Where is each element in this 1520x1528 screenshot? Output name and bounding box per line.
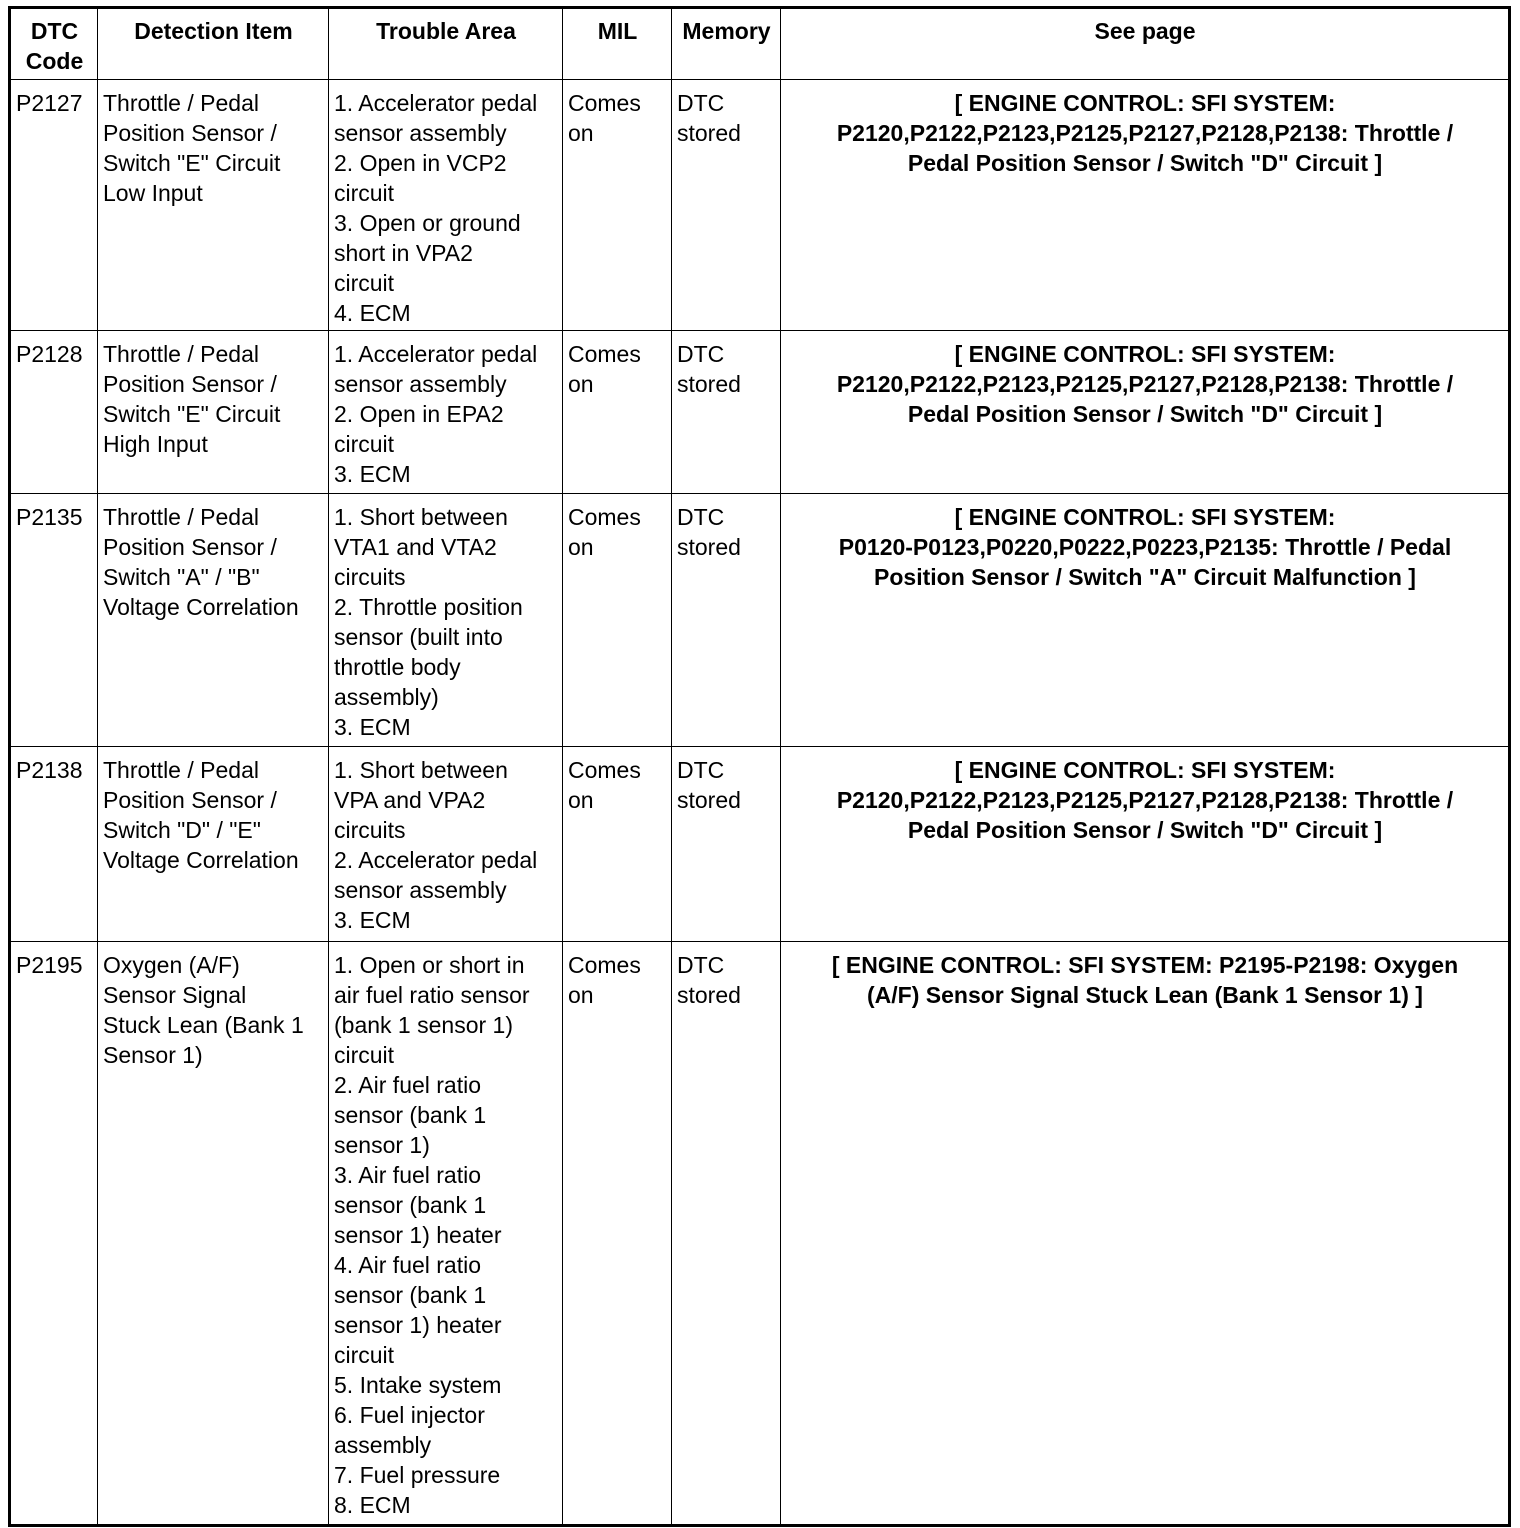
see-page-line: [ ENGINE CONTROL: SFI SYSTEM: bbox=[954, 90, 1336, 116]
header-dtc-code-line: DTC bbox=[30, 18, 79, 44]
mil-line: on bbox=[568, 534, 594, 560]
dtc-code-cell: P2138 bbox=[10, 747, 98, 942]
memory-line: DTC bbox=[677, 757, 725, 783]
trouble-area-line: 2. Air fuel ratio bbox=[334, 1072, 482, 1098]
mil-line: Comes bbox=[568, 504, 641, 530]
header-memory: Memory bbox=[672, 8, 781, 80]
mil-line: on bbox=[568, 787, 594, 813]
memory-line: stored bbox=[677, 787, 741, 813]
mil-line: on bbox=[568, 371, 594, 397]
header-dtc-code bbox=[10, 8, 98, 80]
header-mil: MIL bbox=[563, 8, 672, 80]
table-row bbox=[10, 494, 1510, 747]
trouble-area-line: sensor assembly bbox=[334, 120, 507, 146]
trouble-area-line: (bank 1 sensor 1) bbox=[334, 1012, 513, 1038]
memory-line: DTC bbox=[677, 90, 725, 116]
see-page-line: (A/F) Sensor Signal Stuck Lean (Bank 1 Sensor 1) ] bbox=[867, 982, 1423, 1008]
detection-item-line: Throttle / Pedal bbox=[103, 504, 259, 530]
memory-line: DTC bbox=[677, 952, 725, 978]
detection-item-line: Throttle / Pedal bbox=[103, 757, 259, 783]
memory-cell bbox=[672, 494, 781, 747]
trouble-area-line: 1. Short between bbox=[334, 757, 508, 783]
memory-cell bbox=[672, 942, 781, 1526]
detection-item-line: Position Sensor / bbox=[103, 787, 277, 813]
see-page-cell[interactable] bbox=[781, 80, 1510, 331]
trouble-area-cell bbox=[329, 494, 563, 747]
trouble-area-line: circuits bbox=[334, 564, 406, 590]
detection-item-line: Oxygen (A/F) bbox=[103, 952, 240, 978]
mil-cell bbox=[563, 331, 672, 494]
trouble-area-line: throttle body bbox=[334, 654, 461, 680]
trouble-area-line: 3. Air fuel ratio bbox=[334, 1162, 482, 1188]
detection-item-line: Sensor 1) bbox=[103, 1042, 203, 1068]
detection-item-cell bbox=[98, 80, 329, 331]
trouble-area-line: 1. Short between bbox=[334, 504, 508, 530]
detection-item-line: Stuck Lean (Bank 1 bbox=[103, 1012, 304, 1038]
see-page-cell[interactable] bbox=[781, 942, 1510, 1526]
see-page-cell[interactable] bbox=[781, 331, 1510, 494]
detection-item-line: Switch "E" Circuit bbox=[103, 401, 281, 427]
mil-line: on bbox=[568, 982, 594, 1008]
trouble-area-line: assembly bbox=[334, 1432, 432, 1458]
trouble-area-line: 4. Air fuel ratio bbox=[334, 1252, 482, 1278]
detection-item-cell bbox=[98, 494, 329, 747]
mil-line: Comes bbox=[568, 952, 641, 978]
dtc-code-cell: P2128 bbox=[10, 331, 98, 494]
trouble-area-line: circuits bbox=[334, 817, 406, 843]
trouble-area-line: short in VPA2 bbox=[334, 240, 473, 266]
trouble-area-cell bbox=[329, 80, 563, 331]
trouble-area-cell bbox=[329, 942, 563, 1526]
trouble-area-line: VPA and VPA2 bbox=[334, 787, 486, 813]
table-header bbox=[10, 8, 1510, 80]
mil-cell bbox=[563, 80, 672, 331]
see-page-line: P0120-P0123,P0220,P0222,P0223,P2135: Throttle / Pedal bbox=[838, 534, 1452, 560]
trouble-area-line: sensor 1) heater bbox=[334, 1312, 502, 1338]
memory-line: stored bbox=[677, 120, 741, 146]
detection-item-line: Switch "D" / "E" bbox=[103, 817, 261, 843]
see-page-line: Pedal Position Sensor / Switch "D" Circuit ] bbox=[907, 817, 1383, 843]
mil-cell bbox=[563, 494, 672, 747]
table-row bbox=[10, 80, 1510, 331]
trouble-area-line: 3. Open or ground bbox=[334, 210, 521, 236]
detection-item-line: High Input bbox=[103, 431, 208, 457]
see-page-line: Pedal Position Sensor / Switch "D" Circuit ] bbox=[907, 150, 1383, 176]
trouble-area-line: 2. Open in EPA2 bbox=[334, 401, 504, 427]
mil-cell bbox=[563, 942, 672, 1526]
mil-line: Comes bbox=[568, 90, 641, 116]
trouble-area-line: 1. Accelerator pedal bbox=[334, 90, 538, 116]
memory-line: DTC bbox=[677, 341, 725, 367]
trouble-area-line: 8. ECM bbox=[334, 1492, 411, 1518]
dtc-code-cell: P2195 bbox=[10, 942, 98, 1526]
detection-item-cell bbox=[98, 942, 329, 1526]
trouble-area-line: circuit bbox=[334, 1042, 395, 1068]
see-page-line: [ ENGINE CONTROL: SFI SYSTEM: bbox=[954, 341, 1336, 367]
table-row bbox=[10, 331, 1510, 494]
detection-item-line: Sensor Signal bbox=[103, 982, 247, 1008]
detection-item-line: Throttle / Pedal bbox=[103, 341, 259, 367]
trouble-area-line: 1. Open or short in bbox=[334, 952, 525, 978]
trouble-area-line: 7. Fuel pressure bbox=[334, 1462, 501, 1488]
detection-item-line: Position Sensor / bbox=[103, 371, 277, 397]
trouble-area-cell bbox=[329, 331, 563, 494]
see-page-cell[interactable] bbox=[781, 494, 1510, 747]
trouble-area-line: 2. Throttle position bbox=[334, 594, 523, 620]
trouble-area-line: air fuel ratio sensor bbox=[334, 982, 530, 1008]
trouble-area-line: 2. Accelerator pedal bbox=[334, 847, 538, 873]
trouble-area-line: sensor (bank 1 bbox=[334, 1192, 487, 1218]
dtc-code-cell: P2127 bbox=[10, 80, 98, 331]
trouble-area-line: 3. ECM bbox=[334, 907, 411, 933]
memory-line: DTC bbox=[677, 504, 725, 530]
trouble-area-line: 5. Intake system bbox=[334, 1372, 502, 1398]
trouble-area-line: assembly) bbox=[334, 684, 439, 710]
see-page-line: P2120,P2122,P2123,P2125,P2127,P2128,P2138: Throttle / bbox=[836, 787, 1454, 813]
trouble-area-line: 2. Open in VCP2 bbox=[334, 150, 507, 176]
trouble-area-line: 6. Fuel injector bbox=[334, 1402, 485, 1428]
trouble-area-line: 3. ECM bbox=[334, 714, 411, 740]
header-see-page: See page bbox=[781, 8, 1510, 80]
trouble-area-line: sensor 1) heater bbox=[334, 1222, 502, 1248]
trouble-area-line: sensor (built into bbox=[334, 624, 503, 650]
see-page-line: Pedal Position Sensor / Switch "D" Circuit ] bbox=[907, 401, 1383, 427]
memory-line: stored bbox=[677, 371, 741, 397]
trouble-area-line: 3. ECM bbox=[334, 461, 411, 487]
detection-item-line: Position Sensor / bbox=[103, 534, 277, 560]
mil-cell bbox=[563, 747, 672, 942]
trouble-area-line: sensor (bank 1 bbox=[334, 1102, 487, 1128]
trouble-area-line: circuit bbox=[334, 270, 395, 296]
detection-item-line: Switch "E" Circuit bbox=[103, 150, 281, 176]
detection-item-line: Throttle / Pedal bbox=[103, 90, 259, 116]
see-page-line: P2120,P2122,P2123,P2125,P2127,P2128,P2138: Throttle / bbox=[836, 371, 1454, 397]
see-page-line: [ ENGINE CONTROL: SFI SYSTEM: bbox=[954, 504, 1336, 530]
detection-item-line: Switch "A" / "B" bbox=[103, 564, 260, 590]
memory-cell bbox=[672, 747, 781, 942]
dtc-code-cell: P2135 bbox=[10, 494, 98, 747]
trouble-area-cell bbox=[329, 747, 563, 942]
detection-item-line: Position Sensor / bbox=[103, 120, 277, 146]
detection-item-line: Voltage Correlation bbox=[103, 847, 299, 873]
memory-line: stored bbox=[677, 982, 741, 1008]
trouble-area-line: sensor assembly bbox=[334, 877, 507, 903]
trouble-area-line: circuit bbox=[334, 1342, 395, 1368]
trouble-area-line: circuit bbox=[334, 431, 395, 457]
header-detection-item: Detection Item bbox=[98, 8, 329, 80]
see-page-line: [ ENGINE CONTROL: SFI SYSTEM: P2195-P2198: Oxygen bbox=[831, 952, 1459, 978]
header-dtc-code-line: Code bbox=[25, 48, 84, 74]
trouble-area-line: sensor (bank 1 bbox=[334, 1282, 487, 1308]
memory-cell bbox=[672, 80, 781, 331]
header-row bbox=[10, 8, 1510, 80]
trouble-area-line: sensor 1) bbox=[334, 1132, 430, 1158]
detection-item-line: Voltage Correlation bbox=[103, 594, 299, 620]
see-page-line: Position Sensor / Switch "A" Circuit Malfunction ] bbox=[874, 564, 1416, 590]
see-page-cell[interactable] bbox=[781, 747, 1510, 942]
detection-item-cell bbox=[98, 747, 329, 942]
trouble-area-line: sensor assembly bbox=[334, 371, 507, 397]
see-page-line: P2120,P2122,P2123,P2125,P2127,P2128,P2138: Throttle / bbox=[836, 120, 1454, 146]
header-trouble-area: Trouble Area bbox=[329, 8, 563, 80]
table-row bbox=[10, 942, 1510, 1526]
table-body bbox=[10, 80, 1510, 1526]
trouble-area-line: circuit bbox=[334, 180, 395, 206]
dtc-table bbox=[8, 6, 1511, 1527]
see-page-line: [ ENGINE CONTROL: SFI SYSTEM: bbox=[954, 757, 1336, 783]
mil-line: on bbox=[568, 120, 594, 146]
mil-line: Comes bbox=[568, 757, 641, 783]
table-row bbox=[10, 747, 1510, 942]
memory-line: stored bbox=[677, 534, 741, 560]
trouble-area-line: 1. Accelerator pedal bbox=[334, 341, 538, 367]
detection-item-line: Low Input bbox=[103, 180, 203, 206]
detection-item-cell bbox=[98, 331, 329, 494]
trouble-area-line: 4. ECM bbox=[334, 300, 411, 326]
trouble-area-line: VTA1 and VTA2 bbox=[334, 534, 497, 560]
mil-line: Comes bbox=[568, 341, 641, 367]
memory-cell bbox=[672, 331, 781, 494]
